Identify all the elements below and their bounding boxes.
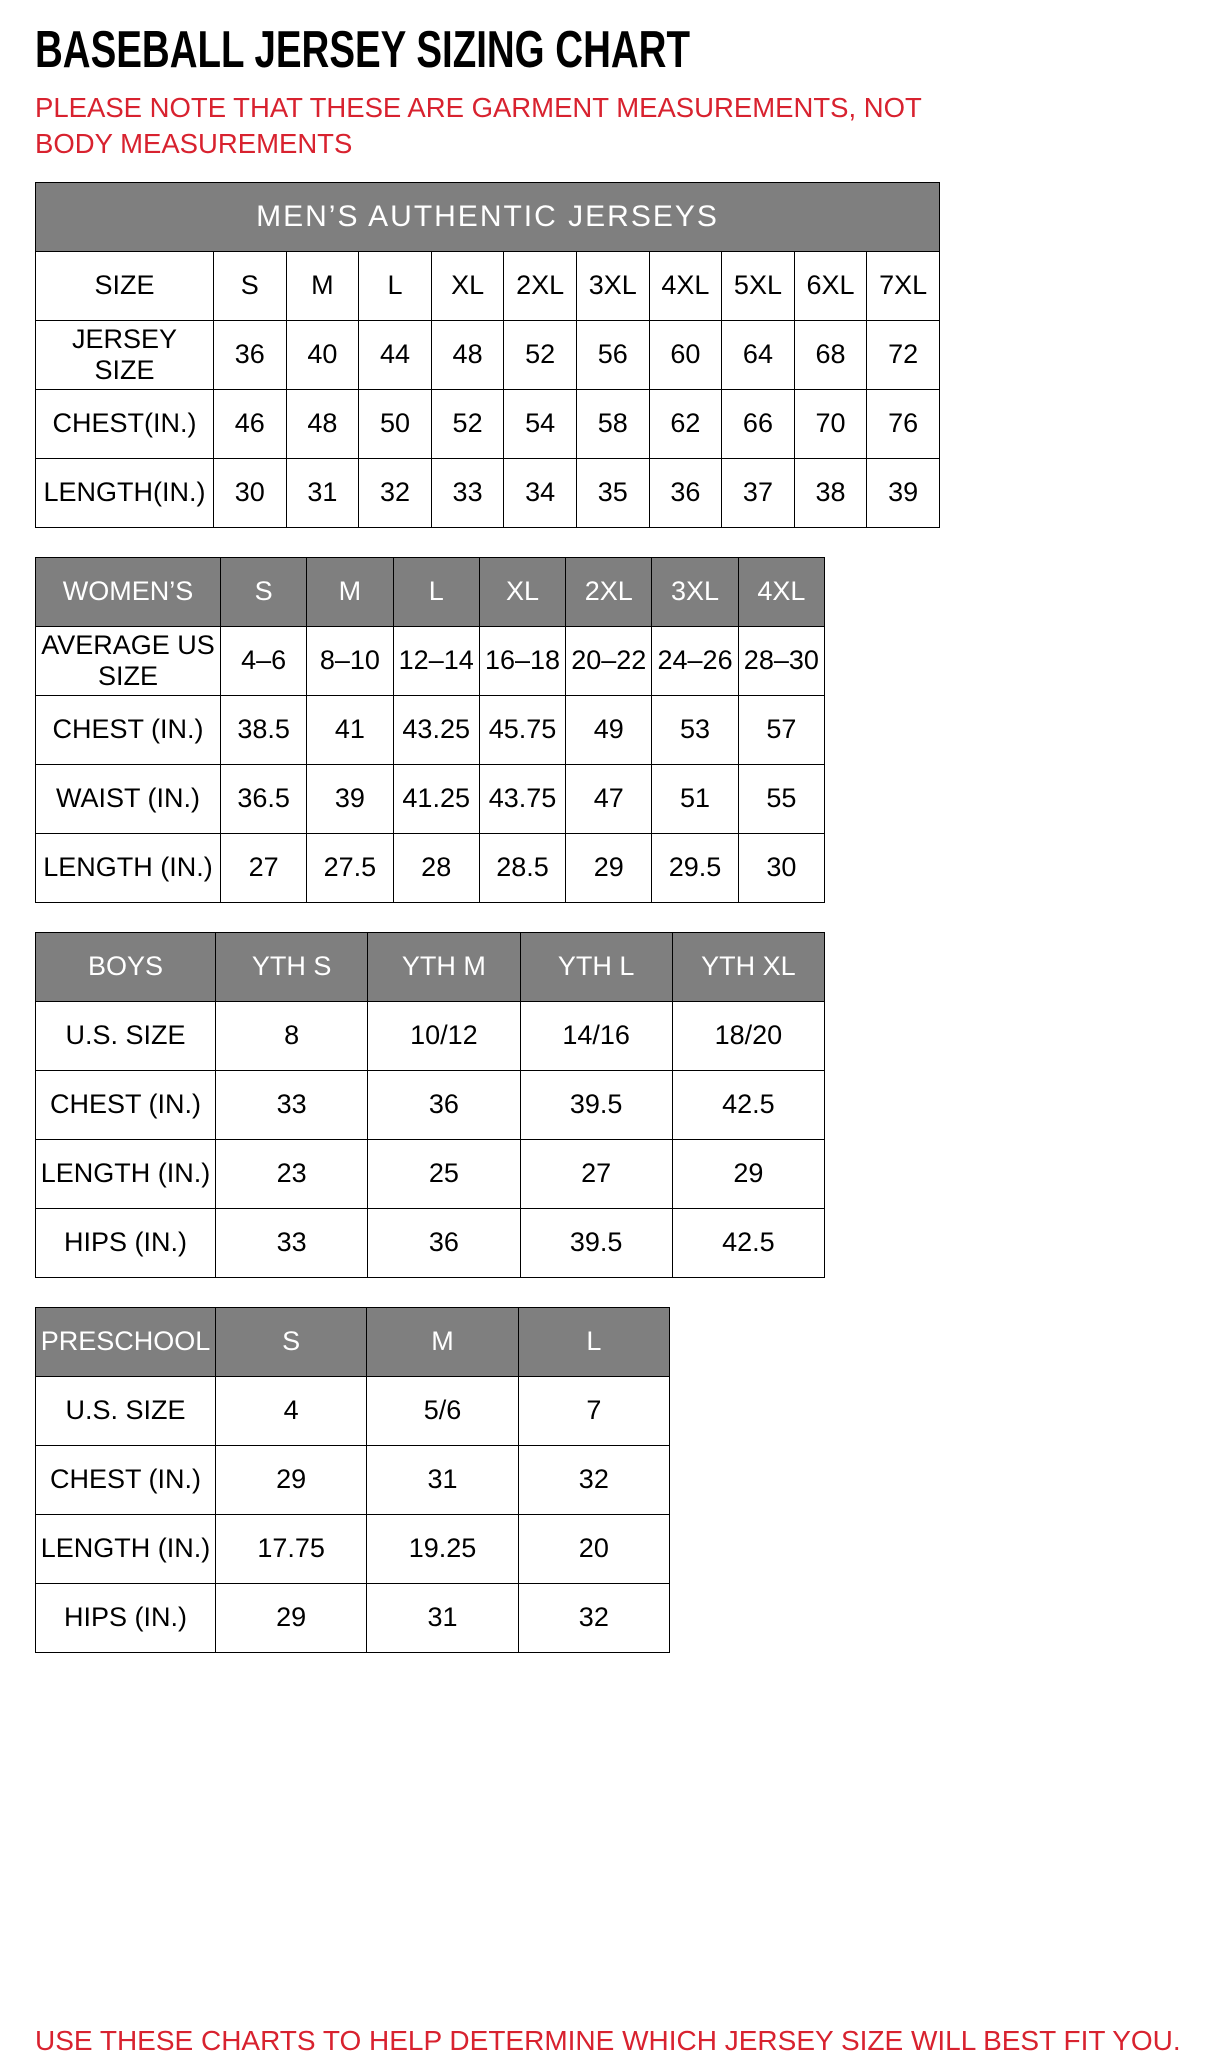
womens-header-row xyxy=(36,557,825,626)
womens-row-label: CHEST (IN.) xyxy=(36,695,221,764)
preschool-value-cell: 31 xyxy=(367,1583,518,1652)
mens-value-cell: 38 xyxy=(794,458,867,527)
mens-value-cell: 37 xyxy=(722,458,795,527)
preschool-header-cell: L xyxy=(518,1307,669,1376)
boys-row-label: HIPS (IN.) xyxy=(36,1208,216,1277)
womens-value-cell: 51 xyxy=(652,764,738,833)
womens-value-cell: 28–30 xyxy=(738,626,824,695)
mens-table-title: MEN’S AUTHENTIC JERSEYS xyxy=(36,182,940,251)
boys-value-cell: 23 xyxy=(216,1139,368,1208)
womens-value-cell: 41 xyxy=(307,695,393,764)
preschool-value-cell: 20 xyxy=(518,1514,669,1583)
boys-value-cell: 39.5 xyxy=(520,1208,672,1277)
womens-value-cell: 28 xyxy=(393,833,479,902)
womens-value-cell: 4–6 xyxy=(221,626,307,695)
mens-value-cell: 32 xyxy=(359,458,432,527)
womens-value-cell: 55 xyxy=(738,764,824,833)
boys-value-cell: 27 xyxy=(520,1139,672,1208)
boys-value-cell: 10/12 xyxy=(368,1001,520,1070)
preschool-value-cell: 29 xyxy=(216,1583,367,1652)
womens-value-cell: 49 xyxy=(566,695,652,764)
womens-row-label: AVERAGE US SIZE xyxy=(36,626,221,695)
preschool-row xyxy=(36,1445,670,1514)
womens-header-cell: 2XL xyxy=(566,557,652,626)
mens-value-cell: 76 xyxy=(867,389,940,458)
womens-value-cell: 27 xyxy=(221,833,307,902)
preschool-sizing-table xyxy=(35,1307,670,1653)
boys-header-cell: YTH S xyxy=(216,932,368,1001)
mens-row-label: SIZE xyxy=(36,251,214,320)
womens-value-cell: 20–22 xyxy=(566,626,652,695)
womens-row xyxy=(36,764,825,833)
boys-value-cell: 33 xyxy=(216,1208,368,1277)
mens-row-label: CHEST(IN.) xyxy=(36,389,214,458)
womens-value-cell: 47 xyxy=(566,764,652,833)
preschool-value-cell: 29 xyxy=(216,1445,367,1514)
boys-value-cell: 25 xyxy=(368,1139,520,1208)
womens-value-cell: 41.25 xyxy=(393,764,479,833)
womens-header-cell: M xyxy=(307,557,393,626)
mens-row xyxy=(36,458,940,527)
womens-value-cell: 45.75 xyxy=(479,695,565,764)
preschool-row xyxy=(36,1376,670,1445)
boys-sizing-table xyxy=(35,932,825,1278)
mens-value-cell: S xyxy=(214,251,287,320)
mens-value-cell: 72 xyxy=(867,320,940,389)
womens-row-label: WAIST (IN.) xyxy=(36,764,221,833)
mens-value-cell: 34 xyxy=(504,458,577,527)
preschool-header-row xyxy=(36,1307,670,1376)
mens-sizing-table xyxy=(35,182,940,528)
womens-sizing-table xyxy=(35,557,825,903)
boys-value-cell: 36 xyxy=(368,1070,520,1139)
boys-value-cell: 33 xyxy=(216,1070,368,1139)
footer-note: USE THESE CHARTS TO HELP DETERMINE WHICH JERSEY SIZE WILL BEST FIT YOU. xyxy=(35,2024,1181,2056)
womens-value-cell: 43.75 xyxy=(479,764,565,833)
preschool-header-cell: S xyxy=(216,1307,367,1376)
preschool-value-cell: 4 xyxy=(216,1376,367,1445)
preschool-value-cell: 32 xyxy=(518,1583,669,1652)
mens-value-cell: 50 xyxy=(359,389,432,458)
page-title: BASEBALL JERSEY SIZING CHART xyxy=(35,21,690,79)
mens-row-label: LENGTH(IN.) xyxy=(36,458,214,527)
mens-row xyxy=(36,389,940,458)
womens-value-cell: 30 xyxy=(738,833,824,902)
boys-value-cell: 36 xyxy=(368,1208,520,1277)
mens-value-cell: 33 xyxy=(431,458,504,527)
mens-value-cell: 39 xyxy=(867,458,940,527)
mens-value-cell: 54 xyxy=(504,389,577,458)
mens-value-cell: 62 xyxy=(649,389,722,458)
mens-value-cell: 35 xyxy=(576,458,649,527)
mens-value-cell: 64 xyxy=(722,320,795,389)
boys-row xyxy=(36,1070,825,1139)
mens-value-cell: 3XL xyxy=(576,251,649,320)
mens-value-cell: 31 xyxy=(286,458,359,527)
boys-value-cell: 18/20 xyxy=(672,1001,824,1070)
mens-value-cell: 56 xyxy=(576,320,649,389)
womens-row-label: LENGTH (IN.) xyxy=(36,833,221,902)
womens-header-cell: L xyxy=(393,557,479,626)
womens-row xyxy=(36,626,825,695)
boys-row xyxy=(36,1001,825,1070)
boys-row-label: U.S. SIZE xyxy=(36,1001,216,1070)
preschool-row xyxy=(36,1583,670,1652)
mens-value-cell: 52 xyxy=(431,389,504,458)
mens-value-cell: M xyxy=(286,251,359,320)
boys-row xyxy=(36,1139,825,1208)
mens-value-cell: 30 xyxy=(214,458,287,527)
womens-value-cell: 8–10 xyxy=(307,626,393,695)
mens-value-cell: 6XL xyxy=(794,251,867,320)
preschool-row xyxy=(36,1514,670,1583)
mens-value-cell: XL xyxy=(431,251,504,320)
mens-value-cell: 5XL xyxy=(722,251,795,320)
preschool-header-cell: PRESCHOOL xyxy=(36,1307,216,1376)
womens-row xyxy=(36,833,825,902)
mens-value-cell: 52 xyxy=(504,320,577,389)
womens-value-cell: 43.25 xyxy=(393,695,479,764)
mens-value-cell: 58 xyxy=(576,389,649,458)
mens-value-cell: 36 xyxy=(214,320,287,389)
preschool-header-cell: M xyxy=(367,1307,518,1376)
womens-value-cell: 39 xyxy=(307,764,393,833)
boys-header-cell: YTH L xyxy=(520,932,672,1001)
preschool-row-label: HIPS (IN.) xyxy=(36,1583,216,1652)
womens-value-cell: 16–18 xyxy=(479,626,565,695)
preschool-value-cell: 19.25 xyxy=(367,1514,518,1583)
boys-header-cell: BOYS xyxy=(36,932,216,1001)
mens-title-row xyxy=(36,182,940,251)
preschool-value-cell: 7 xyxy=(518,1376,669,1445)
mens-value-cell: 40 xyxy=(286,320,359,389)
boys-value-cell: 8 xyxy=(216,1001,368,1070)
mens-value-cell: 68 xyxy=(794,320,867,389)
preschool-value-cell: 5/6 xyxy=(367,1376,518,1445)
womens-value-cell: 38.5 xyxy=(221,695,307,764)
womens-header-cell: WOMEN’S xyxy=(36,557,221,626)
mens-value-cell: 48 xyxy=(286,389,359,458)
boys-row-label: CHEST (IN.) xyxy=(36,1070,216,1139)
womens-value-cell: 27.5 xyxy=(307,833,393,902)
boys-header-cell: YTH XL xyxy=(672,932,824,1001)
womens-value-cell: 57 xyxy=(738,695,824,764)
mens-row-label: JERSEY SIZE xyxy=(36,320,214,389)
womens-value-cell: 29 xyxy=(566,833,652,902)
boys-row-label: LENGTH (IN.) xyxy=(36,1139,216,1208)
boys-value-cell: 14/16 xyxy=(520,1001,672,1070)
preschool-row-label: LENGTH (IN.) xyxy=(36,1514,216,1583)
preschool-value-cell: 32 xyxy=(518,1445,669,1514)
boys-value-cell: 29 xyxy=(672,1139,824,1208)
womens-value-cell: 53 xyxy=(652,695,738,764)
preschool-value-cell: 17.75 xyxy=(216,1514,367,1583)
measurement-note: PLEASE NOTE THAT THESE ARE GARMENT MEASUREMENTS, NOT BODY MEASUREMENTS xyxy=(35,92,922,159)
womens-header-cell: S xyxy=(221,557,307,626)
mens-value-cell: 66 xyxy=(722,389,795,458)
mens-value-cell: 4XL xyxy=(649,251,722,320)
preschool-row-label: U.S. SIZE xyxy=(36,1376,216,1445)
mens-value-cell: 44 xyxy=(359,320,432,389)
mens-value-cell: 48 xyxy=(431,320,504,389)
boys-value-cell: 39.5 xyxy=(520,1070,672,1139)
mens-value-cell: 36 xyxy=(649,458,722,527)
mens-value-cell: 2XL xyxy=(504,251,577,320)
boys-header-row xyxy=(36,932,825,1001)
womens-value-cell: 29.5 xyxy=(652,833,738,902)
preschool-value-cell: 31 xyxy=(367,1445,518,1514)
boys-row xyxy=(36,1208,825,1277)
boys-header-cell: YTH M xyxy=(368,932,520,1001)
mens-value-cell: 46 xyxy=(214,389,287,458)
mens-value-cell: 70 xyxy=(794,389,867,458)
womens-header-cell: 3XL xyxy=(652,557,738,626)
womens-header-cell: 4XL xyxy=(738,557,824,626)
mens-value-cell: 7XL xyxy=(867,251,940,320)
boys-value-cell: 42.5 xyxy=(672,1208,824,1277)
mens-value-cell: L xyxy=(359,251,432,320)
womens-value-cell: 28.5 xyxy=(479,833,565,902)
womens-value-cell: 12–14 xyxy=(393,626,479,695)
preschool-row-label: CHEST (IN.) xyxy=(36,1445,216,1514)
mens-value-cell: 60 xyxy=(649,320,722,389)
womens-row xyxy=(36,695,825,764)
womens-value-cell: 36.5 xyxy=(221,764,307,833)
womens-header-cell: XL xyxy=(479,557,565,626)
womens-value-cell: 24–26 xyxy=(652,626,738,695)
mens-row xyxy=(36,320,940,389)
boys-value-cell: 42.5 xyxy=(672,1070,824,1139)
mens-row xyxy=(36,251,940,320)
